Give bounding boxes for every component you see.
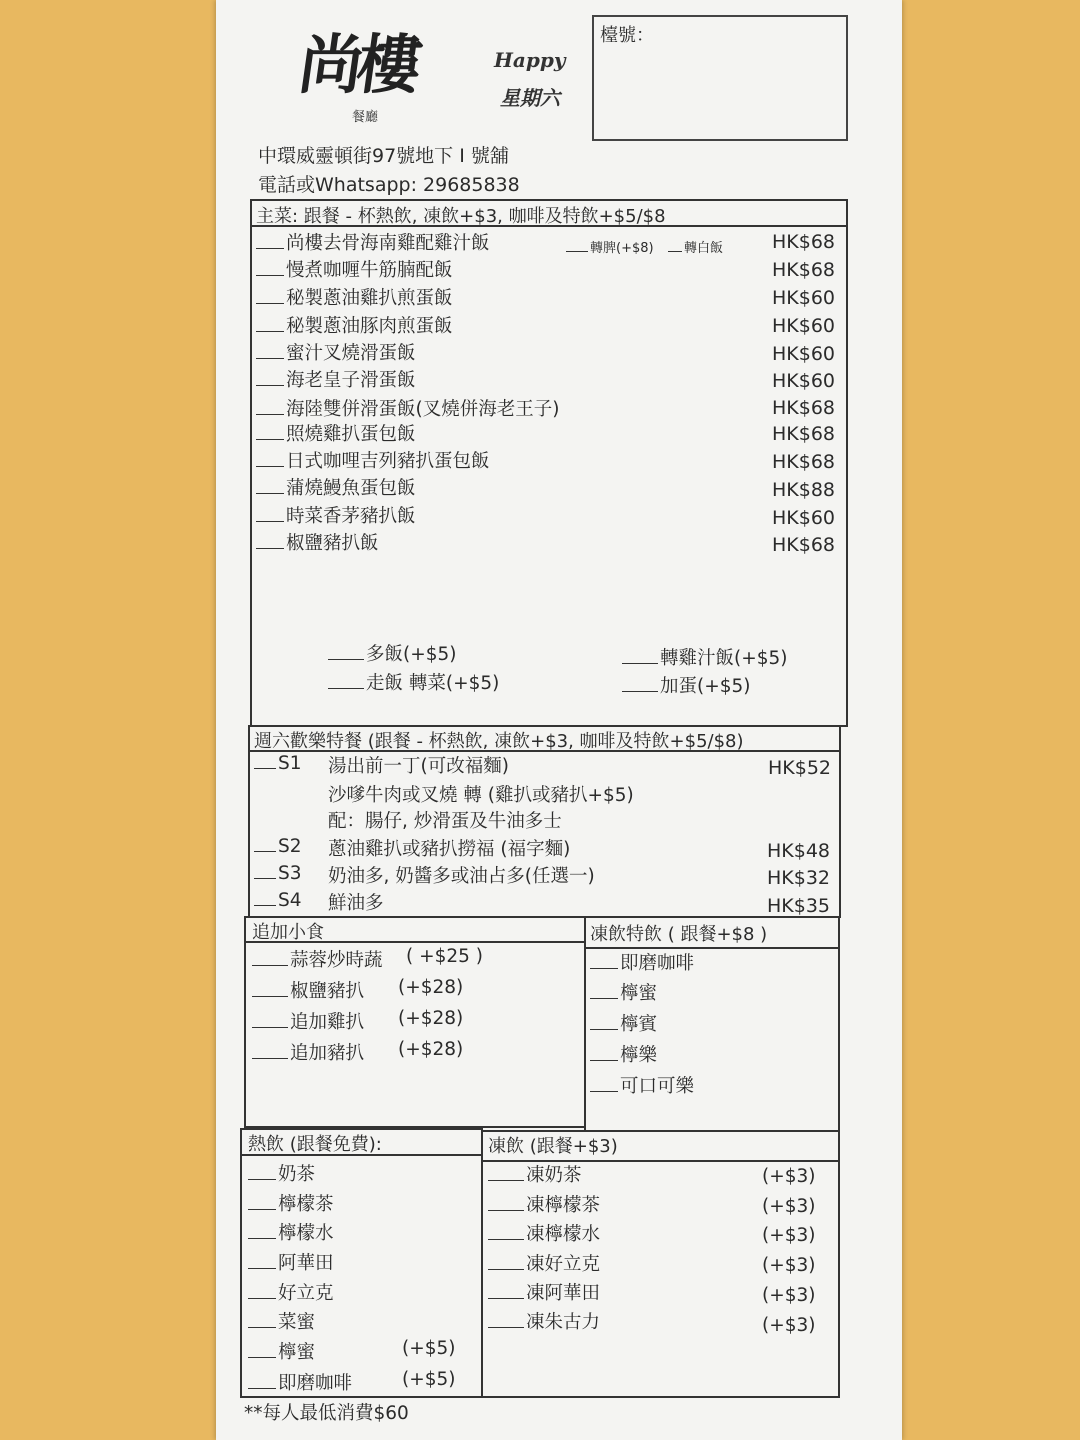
option-special-rice[interactable]: 轉脾(+$8) <box>566 235 654 256</box>
hot-drink-item[interactable]: 檸檬茶 <box>248 1190 334 1216</box>
extra-option[interactable]: 多飯(+$5) <box>328 640 456 666</box>
minimum-charge-note: **每人最低消費$60 <box>244 1403 409 1424</box>
menu-item-price: HK$68 <box>772 259 836 281</box>
extra-option[interactable]: 轉雞汁飯(+$5) <box>622 644 787 670</box>
table-number-box[interactable] <box>592 15 848 141</box>
menu-item[interactable]: 蒲燒鰻魚蛋包飯 <box>256 474 416 500</box>
happy-label: Happy <box>494 48 566 72</box>
hot-drink-price: (+$5) <box>402 1369 456 1390</box>
special-s1-line: 湯出前一丁(可改福麵) <box>328 756 509 777</box>
main-dishes-header: 主菜: 跟餐 - 杯熱飲, 凍飲+$3, 咖啡及特飲+$5/$8 <box>256 206 666 227</box>
cold-drink-price: (+$3) <box>762 1225 816 1246</box>
logo-subtext: 餐廳 <box>352 110 379 125</box>
menu-item[interactable]: 秘製蔥油豚肉煎蛋飯 <box>256 312 453 338</box>
cold-drink-price: (+$3) <box>762 1285 816 1306</box>
menu-item-price: HK$60 <box>772 315 836 337</box>
menu-item[interactable]: 照燒雞扒蛋包飯 <box>256 420 416 446</box>
snack-item[interactable]: 追加雞扒 <box>252 1008 364 1034</box>
special-s1[interactable]: S1 <box>254 752 302 774</box>
menu-item-price: HK$68 <box>772 534 836 556</box>
hot-drink-item[interactable]: 阿華田 <box>248 1249 334 1275</box>
snack-item[interactable]: 蒜蓉炒時蔬 <box>252 946 383 972</box>
special-drink-item[interactable]: 檸蜜 <box>590 979 657 1005</box>
cold-drink-item[interactable]: 凍奶茶 <box>488 1161 582 1187</box>
special-s3-name: 奶油多, 奶醬多或油占多(任選一) <box>328 866 595 887</box>
menu-item[interactable]: 秘製蔥油雞扒煎蛋飯 <box>256 284 453 310</box>
menu-item[interactable]: 椒鹽豬扒飯 <box>256 529 379 555</box>
logo-text: 尚樓 <box>293 28 421 103</box>
extra-option[interactable]: 走飯 轉菜(+$5) <box>328 669 499 695</box>
cold-drinks-header: 凍飲 (跟餐+$3) <box>488 1136 618 1157</box>
special-drink-item[interactable]: 可口可樂 <box>590 1072 694 1098</box>
cold-drink-item[interactable]: 凍朱古力 <box>488 1308 600 1334</box>
hot-drinks-header: 熱飲 (跟餐免費): <box>248 1134 382 1155</box>
phone: 電話或Whatsapp: 29685838 <box>258 174 520 196</box>
special-drink-item[interactable]: 檸賓 <box>590 1010 657 1036</box>
snack-price: (+$28) <box>398 1039 464 1060</box>
special-s1-line: 沙嗲牛肉或叉燒 轉 (雞扒或豬扒+$5) <box>328 785 634 806</box>
cold-drink-price: (+$3) <box>762 1166 816 1187</box>
menu-item-price: HK$60 <box>772 343 836 365</box>
hot-drink-item[interactable]: 奶茶 <box>248 1160 315 1186</box>
snack-price: (+$28) <box>398 977 464 998</box>
special-s4[interactable]: S4 <box>254 889 302 911</box>
cold-drink-price: (+$3) <box>762 1315 816 1336</box>
hot-drink-item[interactable]: 檸檬水 <box>248 1219 334 1245</box>
special-s1-line: 配：腸仔, 炒滑蛋及牛油多士 <box>328 811 562 832</box>
special-drink-item[interactable]: 即磨咖啡 <box>590 949 694 975</box>
menu-item-price: HK$68 <box>772 397 836 419</box>
menu-item[interactable]: 尚樓去骨海南雞配雞汁飯 <box>256 229 490 255</box>
special-s4-price: HK$35 <box>767 895 831 917</box>
special-s2-name: 蔥油雞扒或豬扒撈福 (福字麵) <box>328 839 571 860</box>
special-s1-price: HK$52 <box>768 757 832 779</box>
menu-item-price: HK$60 <box>772 287 836 309</box>
hot-drink-item[interactable]: 檸蜜 <box>248 1338 315 1364</box>
cold-drink-item[interactable]: 凍阿華田 <box>488 1279 600 1305</box>
extra-option[interactable]: 加蛋(+$5) <box>622 672 750 698</box>
snack-price: ( +$25 ) <box>406 946 484 967</box>
snack-price: (+$28) <box>398 1008 464 1029</box>
menu-item-price: HK$60 <box>772 370 836 392</box>
special-drink-item[interactable]: 檸樂 <box>590 1041 657 1067</box>
special-s2-price: HK$48 <box>767 840 831 862</box>
menu-item-price: HK$68 <box>772 231 836 253</box>
snacks-header: 追加小食 <box>252 922 324 943</box>
address: 中環威靈頓街97號地下 I 號舖 <box>258 145 509 167</box>
option-white-rice[interactable]: 轉白飯 <box>668 235 723 256</box>
cold-drink-price: (+$3) <box>762 1196 816 1217</box>
cold-drink-item[interactable]: 凍檸檬水 <box>488 1220 600 1246</box>
snack-item[interactable]: 追加豬扒 <box>252 1039 364 1065</box>
special-s3-price: HK$32 <box>767 867 831 889</box>
hot-drink-price: (+$5) <box>402 1338 456 1359</box>
restaurant-logo <box>293 14 450 125</box>
menu-item[interactable]: 蜜汁叉燒滑蛋飯 <box>256 339 416 365</box>
saturday-special-header: 週六歡樂特餐 (跟餐 - 杯熱飲, 凍飲+$3, 咖啡及特飲+$5/$8) <box>254 731 744 752</box>
cold-drink-item[interactable]: 凍好立克 <box>488 1250 600 1276</box>
cold-drink-price: (+$3) <box>762 1255 816 1276</box>
special-s3[interactable]: S3 <box>254 862 302 884</box>
weekday-label: 星期六 <box>500 86 560 110</box>
menu-item-price: HK$88 <box>772 479 836 501</box>
table-number-label: 檯號： <box>600 25 654 46</box>
cold-drink-item[interactable]: 凍檸檬茶 <box>488 1191 600 1217</box>
menu-item-price: HK$68 <box>772 451 836 473</box>
menu-item-price: HK$68 <box>772 423 836 445</box>
menu-item[interactable]: 時菜香茅豬扒飯 <box>256 502 416 528</box>
special-cold-drinks-header: 凍飲特飲 ( 跟餐+$8 ) <box>590 924 768 945</box>
hot-drink-item[interactable]: 好立克 <box>248 1279 334 1305</box>
hot-drink-item[interactable]: 菜蜜 <box>248 1308 315 1334</box>
menu-item[interactable]: 日式咖哩吉列豬扒蛋包飯 <box>256 447 490 473</box>
menu-item-price: HK$60 <box>772 507 836 529</box>
hot-drink-item[interactable]: 即磨咖啡 <box>248 1369 352 1395</box>
menu-item[interactable]: 慢煮咖喱牛筋腩配飯 <box>256 256 453 282</box>
menu-item[interactable]: 海陸雙併滑蛋飯(叉燒併海老王子) <box>256 395 559 421</box>
special-s4-name: 鮮油多 <box>328 893 384 914</box>
menu-item[interactable]: 海老皇子滑蛋飯 <box>256 366 416 392</box>
special-s2[interactable]: S2 <box>254 835 302 857</box>
snack-item[interactable]: 椒鹽豬扒 <box>252 977 364 1003</box>
